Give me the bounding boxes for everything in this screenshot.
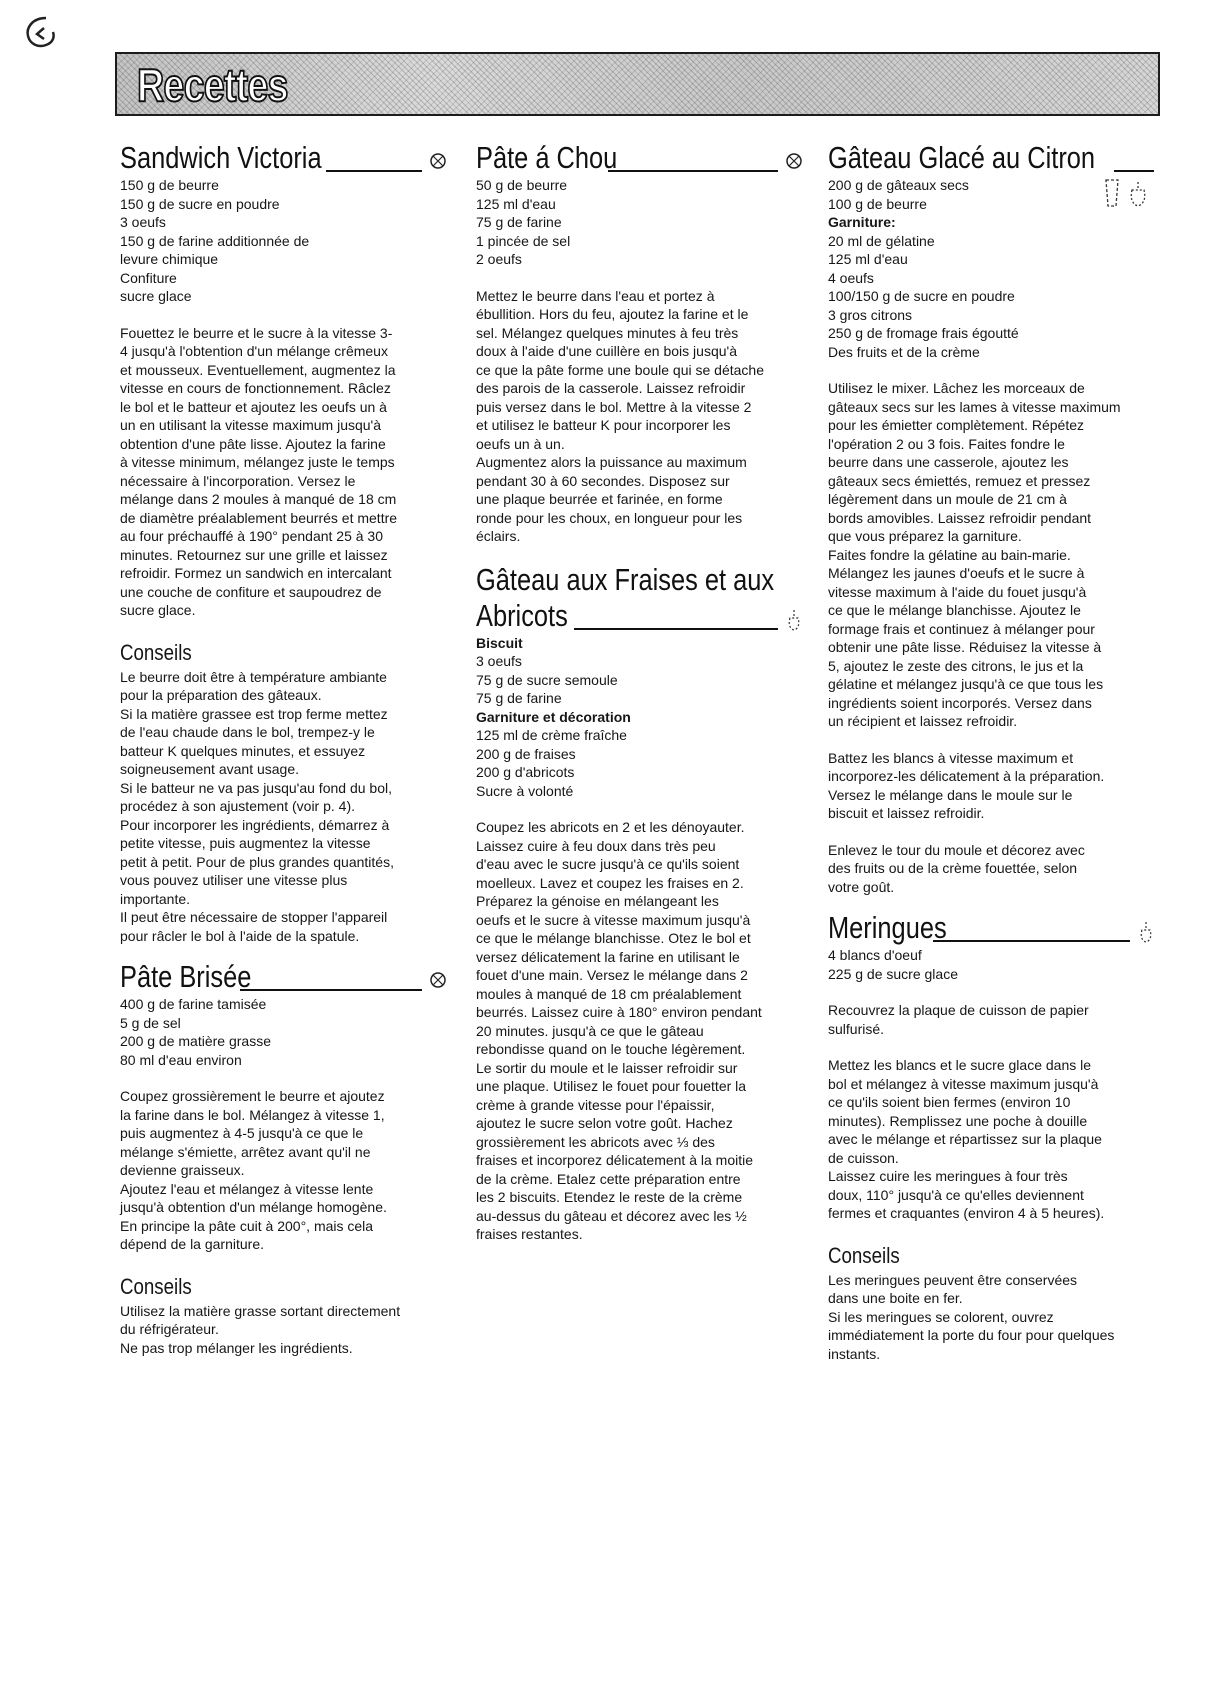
- ingredient-list: [476, 652, 806, 708]
- title-rule: [608, 170, 778, 172]
- ingredient: 4 oeufs: [828, 269, 874, 286]
- ingredient: 200 g de gâteaux secs: [828, 177, 969, 193]
- ingredient: 100 g de beurre: [828, 195, 927, 212]
- conseils-text: Le beurre doit être à température ambiante pour la préparation des gâteaux. Si la matière grassee est trop ferme mettez de l'eau chaude dans le bol, trempez-y le batteur K quelques minutes, et essuyez soigneusement avant usage. Si le batteur ne va pas jusqu'au fond du bol, procédez à son ajustement (voir p. 4). Pour incorporer les ingrédients, démarrez à petite vitesse, puis augmentez la vitesse petit à petit. Pour de plus grandes quantités, vous pouvez utiliser une vitesse plus importante. Il peut être nécessaire de stopper l'appareil pour râcler le bol à l'aide de la spatule.: [120, 668, 394, 944]
- recipe-method: Fouettez le beurre et le sucre à la vitesse 3- 4 jusqu'à l'obtention d'un mélange crêmeux et mousseux. Eventuellement, augmentez la vitesse en cours de fonctionnement. Râclez le bol et le batteur et ajoutez les oeufs un à un en utilisant la vitesse maximum jusqu'à obtention d'une pâte lisse. Ajoutez la farine à vitesse minimum, mélangez juste le temps nécessaire à l'incorporation. Versez le mélange dans 2 moules à manqué de 18 cm de diamètre préalablement beurrés et mettre au four préchauffé à 190° pendant 25 à 30 minutes. Retournez sur une grille et laissez refroidir. Formez un sandwich en intercalant une couche de confiture et saupoudrez de sucre glace.: [120, 324, 398, 618]
- blender-icon: [1098, 176, 1158, 216]
- ingredient-list: [476, 726, 806, 800]
- column-1: [120, 140, 450, 1357]
- ingredient: levure chimique: [120, 251, 219, 267]
- title-rule: [574, 628, 778, 630]
- ingredient: 80 ml d'eau environ: [120, 1051, 242, 1068]
- ingredient: 50 g de beurre: [476, 177, 568, 193]
- ingredient: 125 ml d'eau: [828, 251, 908, 267]
- ingredient: 150 g de beurre: [120, 177, 219, 193]
- recipe-title-sandwich: Sandwich Victoria: [120, 140, 450, 176]
- ingredient: 75 g de farine: [476, 214, 562, 230]
- ingredient: 200 g d'abricots: [476, 764, 575, 780]
- recipe-method: Mettez le beurre dans l'eau et portez à ébullition. Hors du feu, ajoutez la farine et le sel. Mélangez quelques minutes à feu très doux à l'aide d'une cuillère en bois jusqu'à ce que la pâte forme une boule qui se détache des parois de la casserole. Laissez refroidir puis versez dans le bol. Mettre à la vitesse 2 et utilisez le batteur K pour incorporer les oeufs un à un. Augmentez alors la puissance au maximum pendant 30 à 60 secondes. Disposez sur une plaque beurrée et farinée, en forme ronde pour les choux, en longueur pour les éclairs.: [476, 287, 764, 544]
- recipe-title-fraises: Gâteau aux Fraises et aux Abricots: [476, 562, 806, 634]
- subsection-title: Garniture:: [828, 214, 896, 230]
- conseils-heading: Conseils: [828, 1242, 900, 1268]
- ingredient: 150 g de farine additionnée de: [120, 232, 310, 249]
- ingredient: 1 pincée de sel: [476, 232, 571, 249]
- ingredient-list: [120, 995, 450, 1069]
- title-rule: [933, 940, 1130, 942]
- mixer-icon: [782, 150, 806, 174]
- conseils-text: Utilisez la matière grasse sortant directement du réfrigérateur. Ne pas trop mélanger les ingrédients.: [120, 1302, 401, 1356]
- ingredient: 250 g de fromage frais égoutté: [828, 325, 1019, 341]
- ingredient-list: [828, 232, 1158, 362]
- recipe-method: Recouvrez la plaque de cuisson de papier sulfurisé.: [828, 1002, 1089, 1037]
- ingredient: 3 oeufs: [120, 214, 166, 230]
- ingredient: 125 ml de crème fraîche: [476, 727, 627, 743]
- ingredient-list: [476, 176, 806, 269]
- recipe-title-chou: Pâte á Chou: [476, 140, 806, 176]
- ingredient: 125 ml d'eau: [476, 195, 556, 212]
- recipe-method: Enlevez le tour du moule et décorez avec des fruits ou de la crème fouettée, selon votre goût.: [828, 841, 1085, 895]
- arrow-circle-icon: [22, 14, 62, 54]
- ingredient: Des fruits et de la crème: [828, 343, 980, 360]
- ingredient: 200 g de matière grasse: [120, 1033, 271, 1049]
- ingredient: 4 blancs d'oeuf: [828, 947, 922, 963]
- ingredient: 400 g de farine tamisée: [120, 996, 267, 1012]
- page-title: Recettes: [137, 59, 288, 111]
- ingredient: 100/150 g de sucre en poudre: [828, 288, 1015, 304]
- ingredient: 2 oeufs: [476, 251, 522, 267]
- subsection-title: Garniture et décoration: [476, 708, 631, 725]
- ingredient: 20 ml de gélatine: [828, 232, 935, 249]
- recipe-method: Mettez les blancs et le sucre glace dans le bol et mélangez à vitesse maximum jusqu'à ce qu'ils soient bien fermes (environ 10 minutes). Remplissez une poche à douille avec le mélange et répartissez sur la plaque de cuisson. Laissez cuire les meringues à four très doux, 110° jusqu'à ce qu'elles deviennent fermes et craquantes (environ 4 à 5 heures).: [828, 1057, 1105, 1221]
- ingredient: 225 g de sucre glace: [828, 965, 958, 982]
- recipe-title-citron: Gâteau Glacé au Citron: [828, 140, 1158, 176]
- ingredient: 3 gros citrons: [828, 306, 913, 323]
- ingredient: 3 oeufs: [476, 653, 522, 669]
- column-2: [476, 140, 806, 1244]
- recipe-title-meringues: Meringues: [828, 910, 1158, 946]
- ingredient-list: [120, 176, 450, 306]
- title-rule: [326, 170, 422, 172]
- ingredient: 200 g de fraises: [476, 745, 576, 762]
- ingredient: 75 g de farine: [476, 690, 562, 706]
- title-rule: [1114, 170, 1154, 172]
- recipe-title-brisee: Pâte Brisée: [120, 959, 450, 995]
- recipe-method: Utilisez le mixer. Lâchez les morceaux de gâteaux secs sur les lames à vitesse maximum pour les émietter complètement. Répétez l'opération 2 ou 3 fois. Faites fondre le beurre dans une casserole, ajoutez les gâteaux secs émiettés, remuez et pressez légèrement dans un moule de 21 cm à bords amovibles. Laissez refroidir pendant que vous préparez la garniture. Faites fondre la gélatine au bain-marie. Mélangez les jaunes d'oeufs et le sucre à vitesse maximum à l'aide du fouet jusqu'à ce que le mélange blanchisse. Ajoutez le formage frais et continuez à mélanger pour obtenir une pâte lisse. Réduisez la vitesse à 5, ajoutez le zeste des citrons, le jus et la gélatine et mélangez jusqu'à ce que tous les ingrédients soient incorporés. Versez dans un récipient et laissez refroidir.: [828, 380, 1121, 729]
- ingredient: 150 g de sucre en poudre: [120, 195, 280, 212]
- recipe-method: Coupez les abricots en 2 et les dénoyauter. Laissez cuire à feu doux dans très peu d'eau avec le sucre jusqu'à ce qu'ils soient moelleux. Lavez et coupez les fraises en 2. Préparez la génoise en mélangeant les oeufs et le sucre à vitesse maximum jusqu'à ce que le mélange blanchisse. Otez le bol et versez délicatement la farine en utilisant le fouet d'une main. Versez le mélange dans 2 moules à manqué de 18 cm préalablement beurrés. Laissez cuire à 180° environ pendant 20 minutes. jusqu'à ce que le gâteau rebondisse quand on le touche légèrement. Le sortir du moule et le laisser refroidir sur une plaque. Utilisez le fouet pour fouetter la crème à grande vitesse pour l'épaissir, ajoutez le sucre selon votre goût. Hachez grossièrement les abricots avec ⅓ des fraises et incorporez délicatement à la moitie de la crème. Etalez cette préparation entre les 2 biscuits. Etendez le reste de la crème au-dessus du gâteau et décorez avec les ½ fraises restantes.: [476, 819, 762, 1242]
- ingredient: 5 g de sel: [120, 1014, 181, 1031]
- ingredient-list: [828, 946, 1158, 983]
- whisk-icon: [1134, 920, 1158, 944]
- mixer-icon: [426, 150, 450, 174]
- ingredient: Sucre à volonté: [476, 782, 574, 799]
- ingredient: 75 g de sucre semoule: [476, 671, 618, 688]
- recipe-method: Battez les blancs à vitesse maximum et incorporez-les délicatement à la préparation. Versez le mélange dans le moule sur le biscuit et laissez refroidir.: [828, 749, 1105, 821]
- whisk-icon: [782, 608, 806, 632]
- conseils-heading: Conseils: [120, 639, 192, 665]
- mixer-icon: [426, 969, 450, 993]
- recipe-method: Coupez grossièrement le beurre et ajoutez la farine dans le bol. Mélangez à vitesse 1, puis augmentez à 4-5 jusqu'à ce que le mélange s'émiette, arrêtez avant qu'il ne devienne graisseux. Ajoutez l'eau et mélangez à vitesse lente jusqu'à obtention d'un mélange homogène. En principe la pâte cuit à 200°, mais cela dépend de la garniture.: [120, 1088, 387, 1252]
- title-rule: [240, 989, 422, 991]
- column-3: [828, 140, 1158, 1363]
- conseils-heading: Conseils: [120, 1273, 192, 1299]
- subsection-title: Biscuit: [476, 634, 523, 651]
- conseils-text: Les meringues peuvent être conservées dans une boite en fer. Si les meringues se colorent, ouvrez immédiatement la porte du four pour quelques instants.: [828, 1271, 1115, 1362]
- ingredient: Confiture: [120, 269, 177, 286]
- ingredient: sucre glace: [120, 288, 192, 304]
- header-banner: [115, 52, 1160, 116]
